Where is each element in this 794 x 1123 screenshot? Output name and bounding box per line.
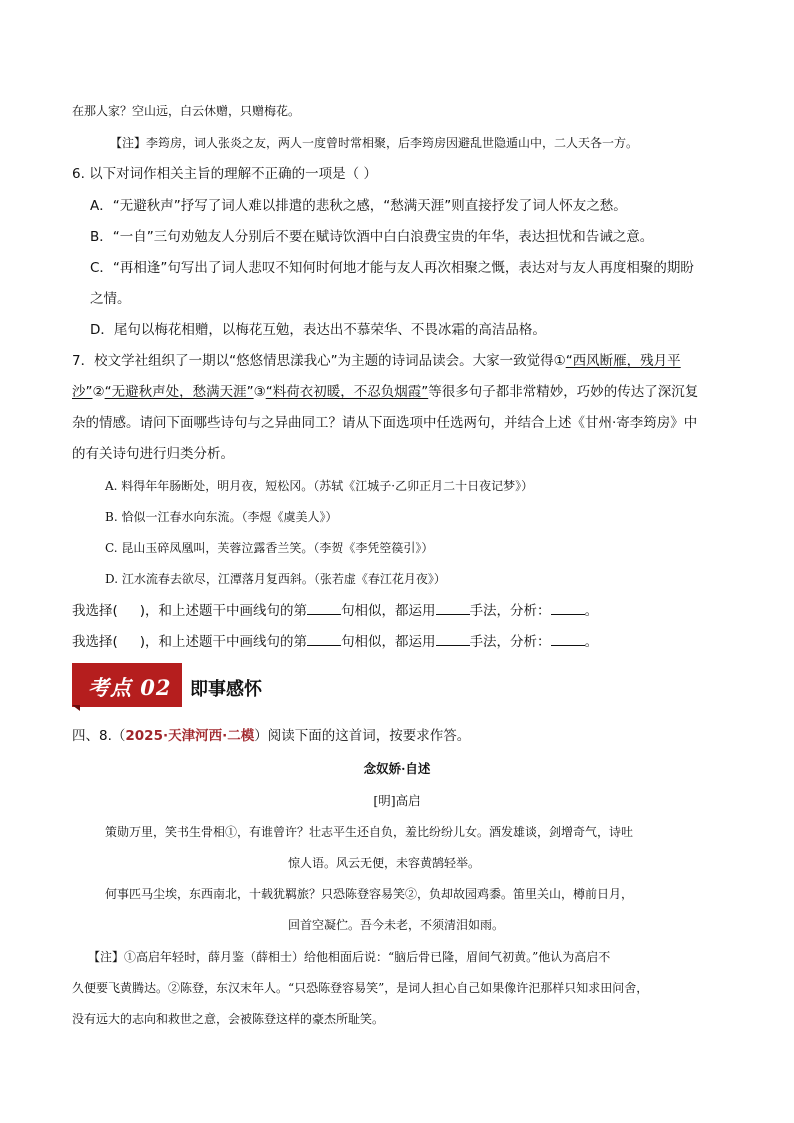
- poem-title: 念奴娇·自述: [363, 761, 431, 776]
- section-badge: 考点 02: [88, 675, 172, 700]
- option-d: D．尾句以梅花相赠，以梅花互勉，表达出不慕荣华、不畏冰霜的高洁品格。: [90, 322, 546, 338]
- banner-tab: [72, 705, 80, 711]
- underlined-phrase-2: “无避秋声处，愁满天涯”: [104, 384, 254, 400]
- note-paragraph: 【注】李筠房，词人张炎之友，两人一度曾时常相聚，后李筠房因避乱世隐遁山中，二人天各一方。: [110, 136, 639, 150]
- poem-stanza-2: 何事匹马尘埃，东西南北，十载犹羁旅？只恐陈登容易笑②，负却故园鸡黍。笛里关山，樽前日月，: [105, 887, 634, 901]
- option-c-cont: 之情。: [90, 291, 131, 307]
- answer-blank[interactable]: [307, 633, 341, 646]
- answer-blank[interactable]: [551, 633, 585, 646]
- question-7-line-4: 的有关诗句进行归类分析。: [72, 446, 234, 462]
- question-8-stem: 四、8.（2025·天津河西·二模）阅读下面的这首词，按要求作答。: [72, 728, 471, 744]
- poem-stanza-1-cont: 惊人语。风云无便，未容黄鹄轻举。: [288, 856, 481, 870]
- answer-line-1: 我选择( )，和上述题干中画线句的第 句相似，都运用 手法，分析： 。: [72, 603, 599, 619]
- question-7-line-1: 7．校文学社组织了一期以“悠悠情思漾我心”为主题的诗词品读会。大家一致觉得①“西风断雁，残月平: [72, 353, 681, 369]
- section-title: 即事感怀: [190, 679, 262, 700]
- question-7-line-3: 杂的情感。请问下面哪些诗句与之异曲同工？请从下面选项中任选两句，并结合上述《甘州·寄李筠房》中: [72, 415, 698, 431]
- poem-note-1: 【注】①高启年轻时，薛月鉴（薛相士）给他相面后说：“脑后骨已隆，眉间气初黄。”他认为高启不: [88, 950, 611, 964]
- poem-stanza-2-cont: 回首空凝伫。吾今未老，不须清泪如雨。: [288, 918, 505, 932]
- option-a: A．“无避秋声”抒写了词人难以排遣的悲秋之感，“愁满天涯”则直接抒发了词人怀友之愁。: [90, 198, 627, 214]
- option-b: B．“一自”三句劝勉友人分别后不要在赋诗饮酒中白白浪费宝贵的年华，表达担忧和告诫之意。: [90, 229, 654, 245]
- answer-line-2: 我选择( )，和上述题干中画线句的第 句相似，都运用 手法，分析： 。: [72, 634, 599, 650]
- poem-stanza-1: 策勋万里，笑书生骨相①，有谁曾许？壮志平生还自负，羞比纷纷儿女。酒发雄谈，剑增奇气，诗吐: [105, 825, 634, 839]
- choice-a: A. 料得年年肠断处，明月夜，短松冈。（苏轼《江城子·乙卯正月二十日夜记梦》）: [105, 479, 534, 493]
- question-6-stem: 6. 以下对词作相关主旨的理解不正确的一项是（ ）: [72, 166, 377, 182]
- poem-note-2: 久便要飞黄腾达。②陈登，东汉末年人。“只恐陈登容易笑”，是词人担心自己如果像许汜那样只知求田问舍，: [72, 981, 649, 995]
- answer-blank[interactable]: [307, 602, 341, 615]
- choice-b: B. 恰似一江春水向东流。（李煜《虞美人》）: [105, 510, 338, 524]
- answer-blank[interactable]: [436, 633, 470, 646]
- answer-blank[interactable]: [436, 602, 470, 615]
- choice-c: C. 昆山玉碎凤凰叫，芙蓉泣露香兰笑。（李贺《李凭箜篌引》）: [105, 541, 434, 555]
- question-7-line-2: 沙”②“无避秋声处，愁满天涯”③“料荷衣初暖，不忍负烟霞”等很多句子都非常精妙，巧妙的传达了深沉复: [72, 384, 699, 400]
- underlined-phrase-3: “料荷衣初暖，不忍负烟霞”: [265, 384, 429, 400]
- poem-note-3: 没有远大的志向和救世之意，会被陈登这样的豪杰所耻笑。: [72, 1012, 385, 1026]
- choice-d: D. 江水流春去欲尽，江潭落月复西斜。（张若虚《春江花月夜》）: [105, 572, 446, 586]
- source-tag: 2025·天津河西·二模: [125, 728, 255, 744]
- option-c: C．“再相逢”句写出了词人悲叹不知何时何地才能与友人再次相聚之慨，表达对与友人再度相聚的期盼: [90, 260, 694, 276]
- poem-author: [明]高启: [373, 793, 421, 808]
- answer-blank[interactable]: [551, 602, 585, 615]
- underlined-phrase-1: “西风断雁，残月平: [565, 353, 681, 369]
- poem-last-line: 在那人家？空山远，白云休赠，只赠梅花。: [72, 104, 301, 118]
